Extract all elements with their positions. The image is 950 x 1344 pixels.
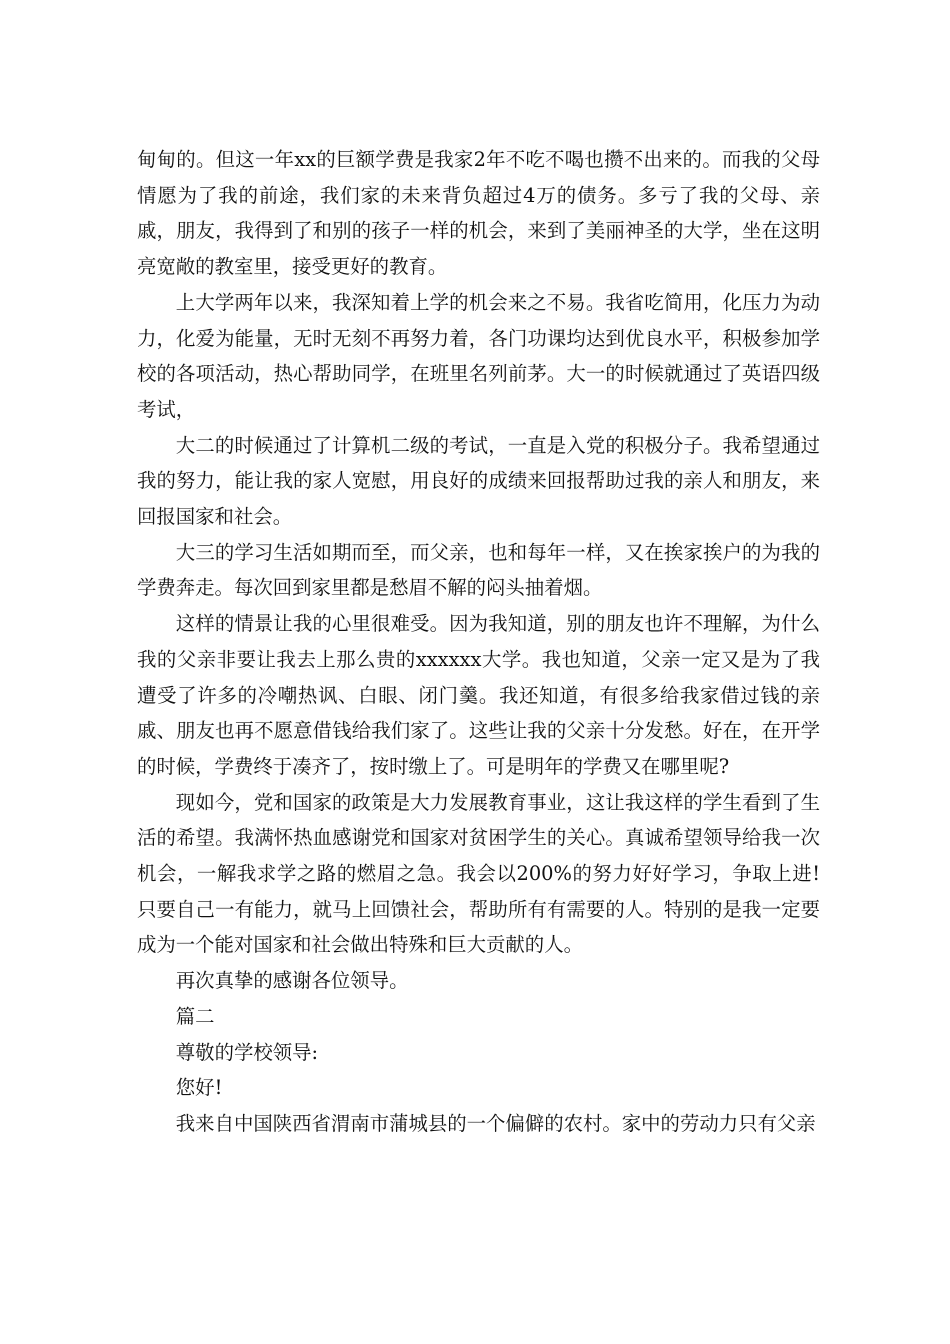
greeting: 您好!: [175, 1076, 223, 1100]
paragraph-1: 甸甸的。但这一年xx的巨额学费是我家2年不吃不喝也攒不出来的。而我的父母情愿为了我的前途，我们家的未来背负超过4万的债务。多亏了我的父母、亲戚，朋友，我得到了和别的孩子一样的机会，来到了美丽神圣的大学，坐在这明亮宽敞的教室里，接受更好的教育。: [137, 148, 820, 279]
paragraph-2: 上大学两年以来，我深知着上学的机会来之不易。我省吃简用，化压力为动力，化爱为能量，无时无刻不再努力着，各门功课均达到优良水平，积极参加学校的各项活动，热心帮助同学，在班里名列前茅。大一的时候就通过了英语四级考试，: [137, 290, 820, 421]
paragraph-6: 现如今，党和国家的政策是大力发展教育事业，这让我这样的学生看到了生活的希望。我满怀热血感谢党和国家对贫困学生的关心。真诚希望领导给我一次机会，一解我求学之路的燃眉之急。我会以200%的努力好好学习，争取上进!只要自己一有能力，就马上回馈社会，帮助所有有需要的人。特别的是我一定要成为一个能对国家和社会做出特殊和巨大贡献的人。: [137, 790, 820, 957]
salutation: 尊敬的学校领导:: [175, 1040, 319, 1064]
section-heading: 篇二: [175, 1004, 215, 1028]
paragraph-closing: 再次真挚的感谢各位领导。: [175, 969, 409, 993]
paragraph-intro: 我来自中国陕西省渭南市蒲城县的一个偏僻的农村。家中的劳动力只有父亲: [175, 1111, 816, 1135]
document-body: [137, 142, 820, 1142]
paragraph-5: 这样的情景让我的心里很难受。因为我知道，别的朋友也许不理解，为什么我的父亲非要让我去上那么贵的xxxxxx大学。我也知道，父亲一定又是为了我遭受了许多的冷嘲热讽、白眼、闭门羹。我还知道，有很多给我家借过钱的亲戚、朋友也再不愿意借钱给我们家了。这些让我的父亲十分发愁。好在，在开学的时候，学费终于凑齐了，按时缴上了。可是明年的学费又在哪里呢?: [137, 612, 820, 778]
paragraph-3: 大二的时候通过了计算机二级的考试，一直是入党的积极分子。我希望通过我的努力，能让我的家人宽慰，用良好的成绩来回报帮助过我的亲人和朋友，来回报国家和社会。: [137, 433, 820, 529]
paragraph-4: 大三的学习生活如期而至，而父亲，也和每年一样，又在挨家挨户的为我的学费奔走。每次回到家里都是愁眉不解的闷头抽着烟。: [137, 540, 820, 600]
